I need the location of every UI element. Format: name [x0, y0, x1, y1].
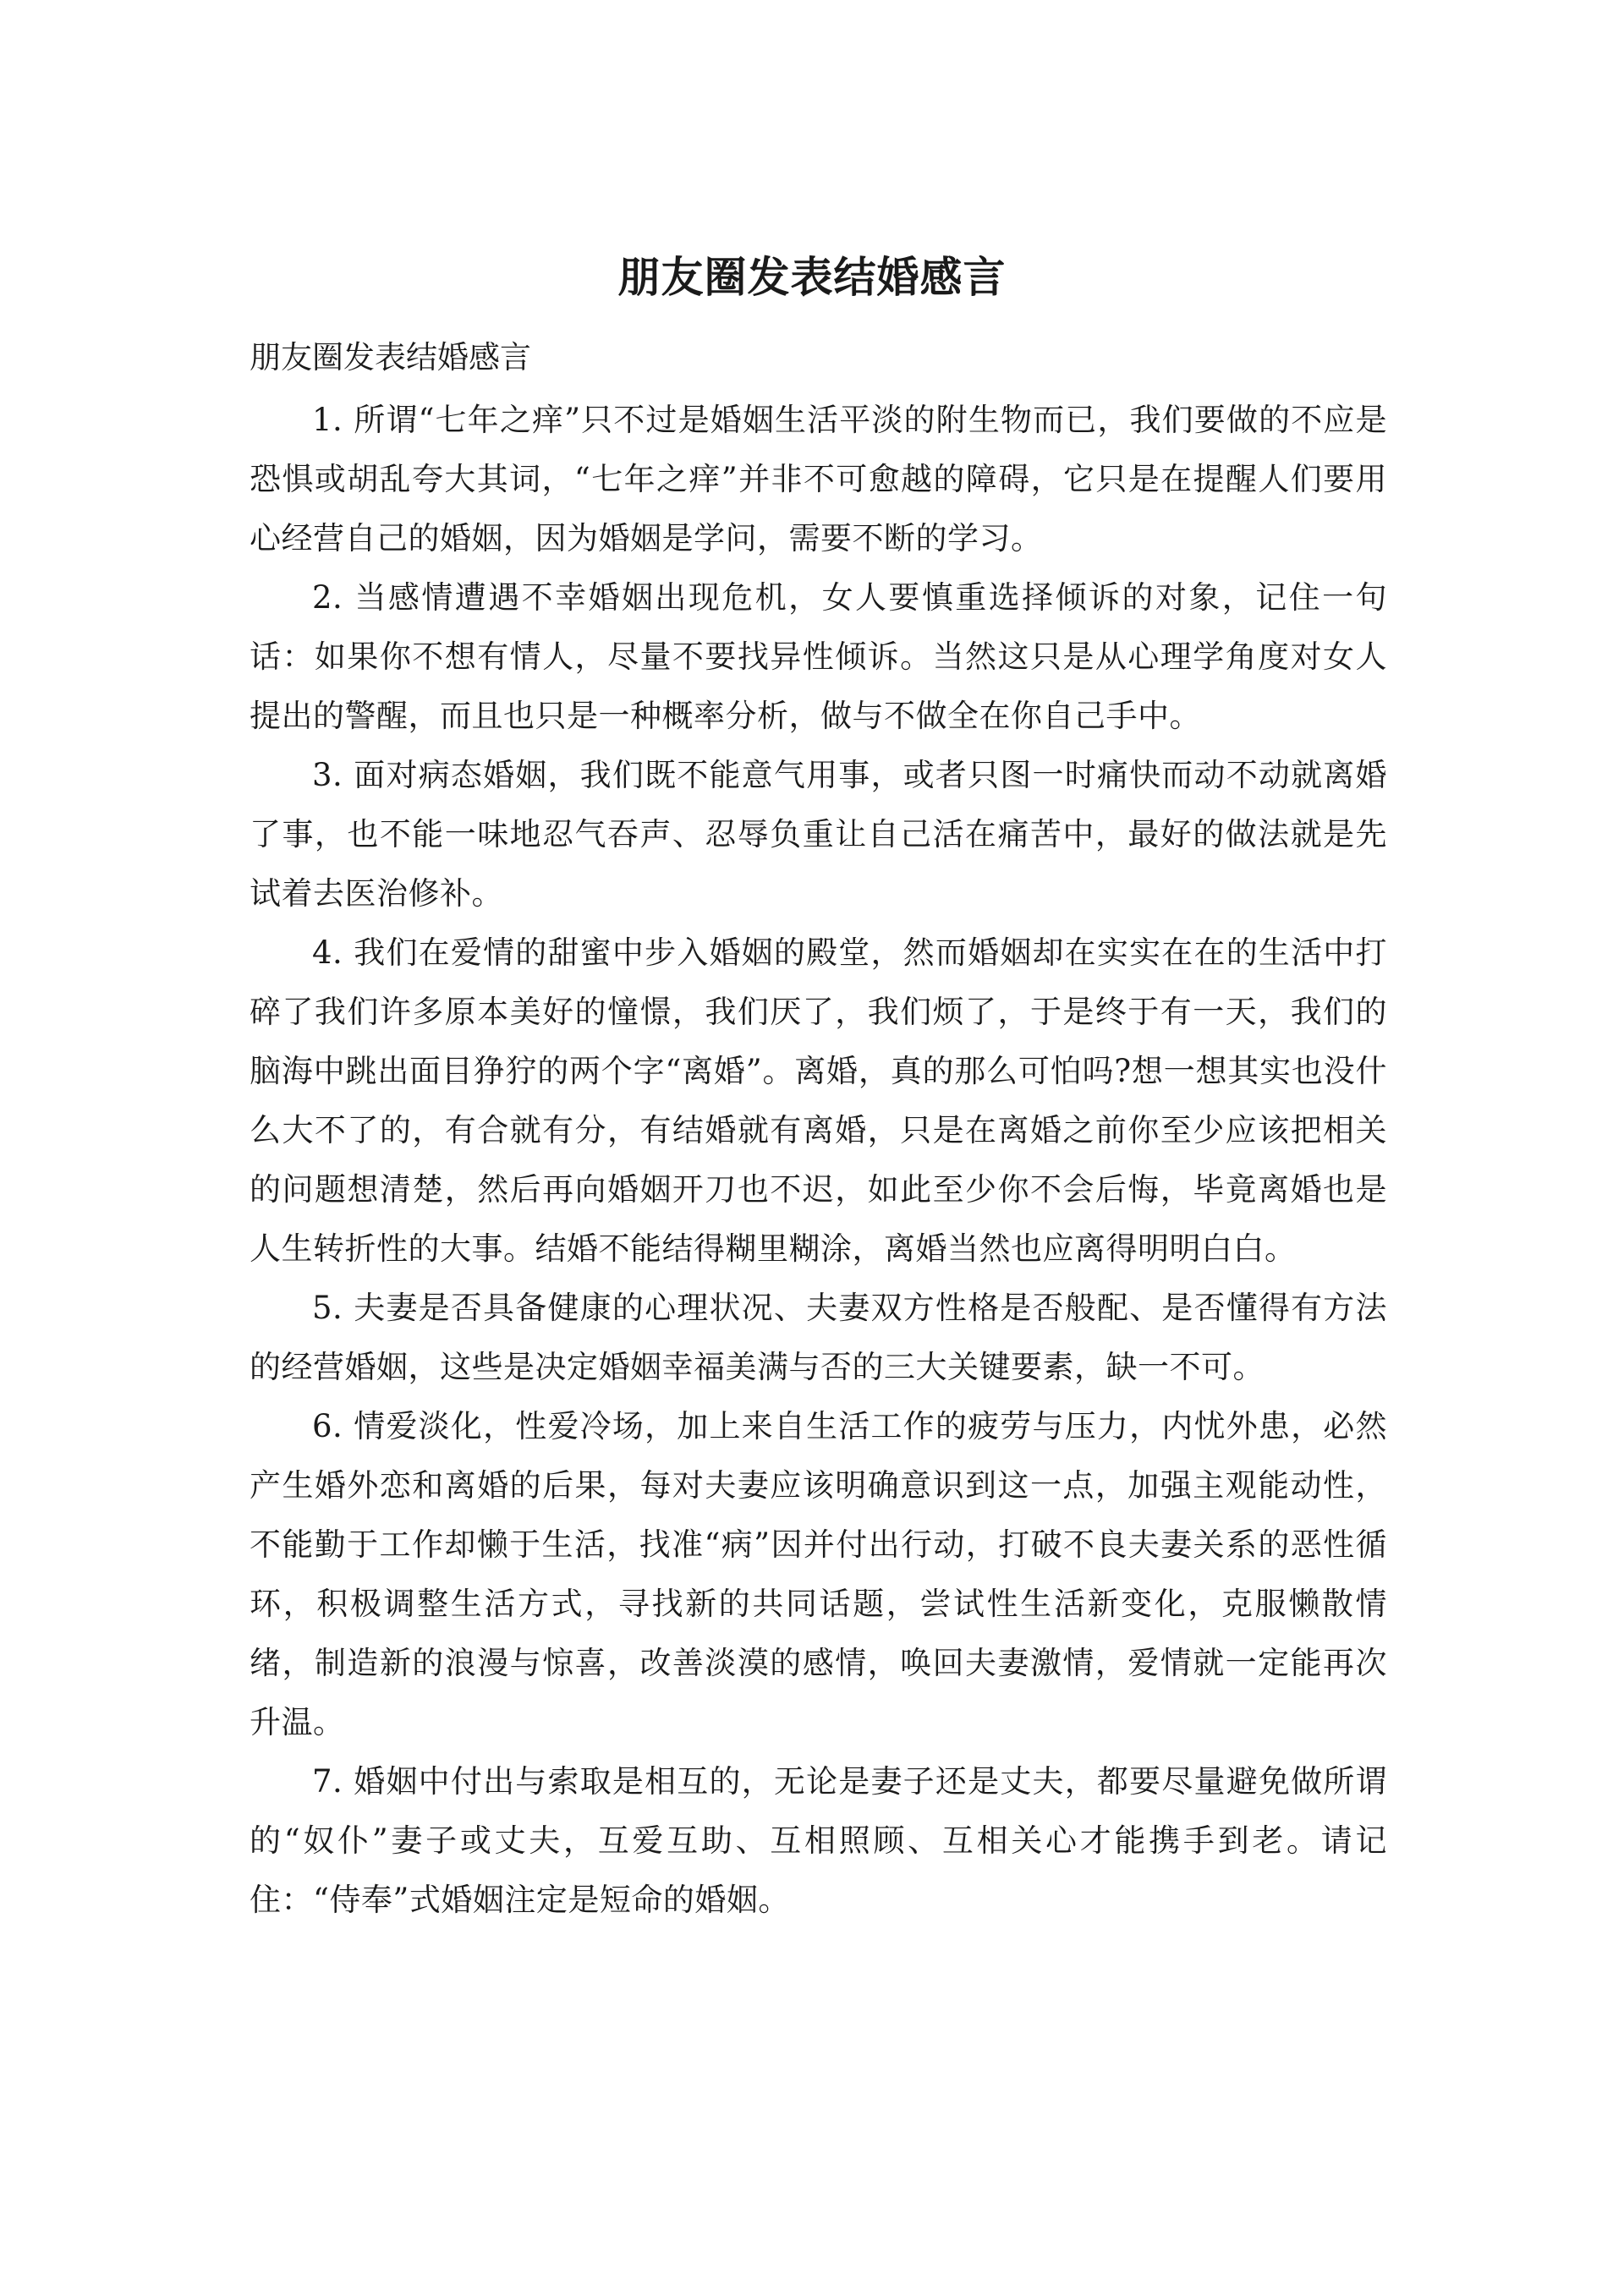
paragraph-4: 4. 我们在爱情的甜蜜中步入婚姻的殿堂，然而婚姻却在实实在在的生活中打碎了我们许多原本美好的憧憬，我们厌了，我们烦了，于是终于有一天，我们的脑海中跳出面目狰狞的两个字“离婚”。离婚，真的那么可怕吗?想一想其实也没什么大不了的，有合就有分，有结婚就有离婚，只是在离婚之前你至少应该把相关的问题想清楚，然后再向婚姻开刀也不迟，如此至少你不会后悔，毕竟离婚也是人生转折性的大事。结婚不能结得糊里糊涂，离婚当然也应离得明明白白。: [250, 934, 1387, 1267]
paragraph-3: 3. 面对病态婚姻，我们既不能意气用事，或者只图一时痛快而动不动就离婚了事，也不能一味地忍气吞声、忍辱负重让自己活在痛苦中，最好的做法就是先试着去医治修补。: [250, 757, 1387, 912]
paragraph-5: 5. 夫妻是否具备健康的心理状况、夫妻双方性格是否般配、是否懂得有方法的经营婚姻，这些是决定婚姻幸福美满与否的三大关键要素，缺一不可。: [250, 1290, 1387, 1385]
document-subtitle: 朋友圈发表结婚感言: [250, 339, 531, 375]
paragraph-2: 2. 当感情遭遇不幸婚姻出现危机，女人要慎重选择倾诉的对象，记住一句话：如果你不想有情人，尽量不要找异性倾诉。当然这只是从心理学角度对女人提出的警醒，而且也只是一种概率分析，做与不做全在你自己手中。: [250, 579, 1387, 734]
paragraph-6: 6. 情爱淡化，性爱冷场，加上来自生活工作的疲劳与压力，内忧外患，必然产生婚外恋和离婚的后果，每对夫妻应该明确意识到这一点，加强主观能动性，不能勤于工作却懒于生活，找准“病”因并付出行动，打破不良夫妻关系的恶性循环，积极调整生活方式，寻找新的共同话题，尝试性生活新变化，克服懒散情绪，制造新的浪漫与惊喜，改善淡漠的感情，唤回夫妻激情，爱情就一定能再次升温。: [250, 1408, 1387, 1740]
document-body: [250, 391, 1387, 1930]
paragraph-1: 1. 所谓“七年之痒”只不过是婚姻生活平淡的附生物而已，我们要做的不应是恐惧或胡乱夸大其词，“七年之痒”并非不可愈越的障碍，它只是在提醒人们要用心经营自己的婚姻，因为婚姻是学问，需要不断的学习。: [250, 402, 1387, 556]
paragraph-7: 7. 婚姻中付出与索取是相互的，无论是妻子还是丈夫，都要尽量避免做所谓的“奴仆”妻子或丈夫，互爱互助、互相照顾、互相关心才能携手到老。请记住：“侍奉”式婚姻注定是短命的婚姻。: [250, 1763, 1387, 1918]
page-title: 朋友圈发表结婚感言: [617, 253, 1007, 302]
